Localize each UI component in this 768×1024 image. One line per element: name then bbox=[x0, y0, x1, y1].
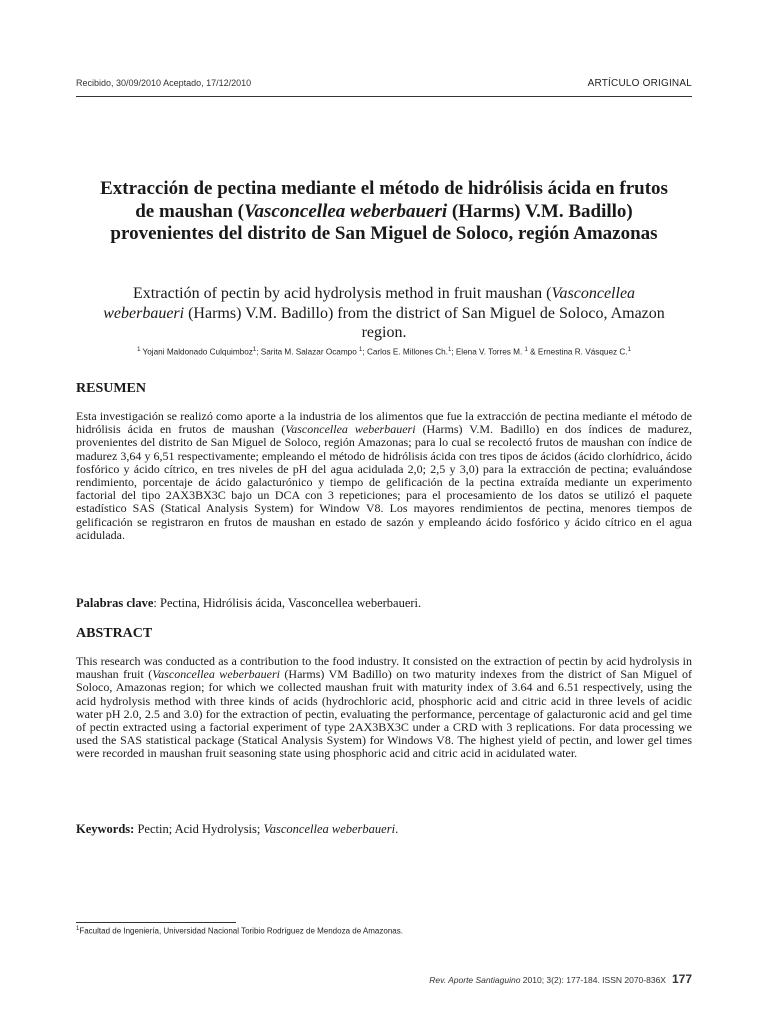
received-dates: Recibido, 30/09/2010 Aceptado, 17/12/2010 bbox=[76, 78, 252, 88]
abstract-body: This research was conducted as a contribution to the food industry. It consisted on the extraction of pectin by acid hydrolysis in maushan fruit (Vasconcellea weberbaueri (Harms) VM Badillo) on two maturity indexes from the district of San Miguel of Soloco, Amazonas region; for which we collected maushan fruit with maturity index of 3.64 and 6.51 respectively, using the acid hydrolysis method with three kinds of acids (hydrochloric acid, phosphoric acid and citric acid in three levels of acidic water pH 2.0, 2.5 and 3.0) for the extraction of pectin, evaluating the performance, percentage of galacturonic acid and gel time of pectin extracted using a factorial experiment of type 2AX3BX3C under a CRD with 3 replications. For data processing we used the SAS statistical package (Statical Analysis System) for Windows V8. The highest yield of pectin, and lower gel times were recorded in maushan fruit seasoning state using phosphoric acid and citric acid in acidulated water. bbox=[76, 654, 692, 761]
subtitle-species: Vasconcellea weberbaueri bbox=[103, 285, 636, 322]
journal-citation: 2010; 3(2): 177-184. ISSN 2070-836X bbox=[520, 975, 666, 985]
journal-name: Rev. Aporte Santiaguino bbox=[429, 975, 521, 985]
abstract-heading: ABSTRACT bbox=[76, 626, 153, 641]
page-number: 177 bbox=[671, 972, 692, 986]
keywords-label: Keywords: bbox=[76, 822, 135, 836]
resumen-heading: RESUMEN bbox=[76, 381, 147, 396]
author-list: $^1$ Yojani Maldonado Culquimboz$^1$; Sarita M. Salazar Ocampo $^1$; Carlos E. Millones Ch.$^1$; Elena V. Torres M. $^1$ & Ernestina R. Vásquez C.$^1$ bbox=[137, 347, 631, 357]
title-species: Vasconcellea weberbaueri bbox=[243, 200, 448, 222]
header-bar bbox=[76, 78, 692, 97]
article-subtitle-english: Extractión of pectin by acid hydrolysis method in fruit maushan (Vasconcellea weberbaueri (Harms) V.M. Badillo) from the district of San Miguel de Soloco, Amazon region. bbox=[103, 285, 665, 341]
article-title: Extracción de pectina mediante el método de hidrólisis ácida en frutos de maushan (Vasconcellea weberbaueri (Harms) V.M. Badillo) provenientes del distrito de San Miguel de Soloco, región Amazonas bbox=[100, 178, 668, 244]
journal-footer bbox=[429, 972, 692, 986]
palabras-clave: Palabras clave: Pectina, Hidrólisis ácida, Vasconcellea weberbaueri. bbox=[76, 596, 422, 610]
palabras-clave-label: Palabras clave bbox=[76, 596, 154, 610]
article-type: ARTÍCULO ORIGINAL bbox=[587, 78, 692, 89]
keywords: Keywords: Pectin; Acid Hydrolysis; Vasconcellea weberbaueri. bbox=[76, 822, 399, 836]
resumen-body: Esta investigación se realizó como aporte a la industria de los alimentos que fue la extracción de pectina mediante el método de hidrólisis ácida en frutos de maushan (Vasconcellea weberbaueri (Harms) V.M. Badillo) en dos índices de madurez, provenientes del distrito de San Miguel de Soloco, región Amazonas; para lo cual se recolectó frutos de maushan con índice de madurez 3,64 y 6,51 respectivamente; empleando el método de hidrólisis ácida con tres tipos de ácidos (ácido clorhídrico, ácido fosfórico y ácido cítrico, en tres niveles de pH del agua acidulada 2,0; 2,5 y 3,0) para la extracción de pectina; evaluándose rendimiento, porcentaje de ácido galacturónico y tiempo de gelificación de la pectina extraída mediante un experimento factorial del tipo 2AX3BX3C bajo un DCA con 3 repeticiones; para el procesamiento de los datos se utilizó el paquete estadístico SAS (Statical Analysis System) for Window V8. Los mayores rendimientos de pectina, menores tiempos de gelificación se registraron en frutos de maushan en estado de sazón y empleando ácido fosfórico y ácido cítrico en el agua acidulada. bbox=[76, 409, 692, 542]
footnote: $^1$Facultad de Ingeniería, Universidad Nacional Toribio Rodríguez de Mendoza de Amazonas. bbox=[76, 926, 403, 936]
footnote-rule bbox=[76, 922, 236, 923]
